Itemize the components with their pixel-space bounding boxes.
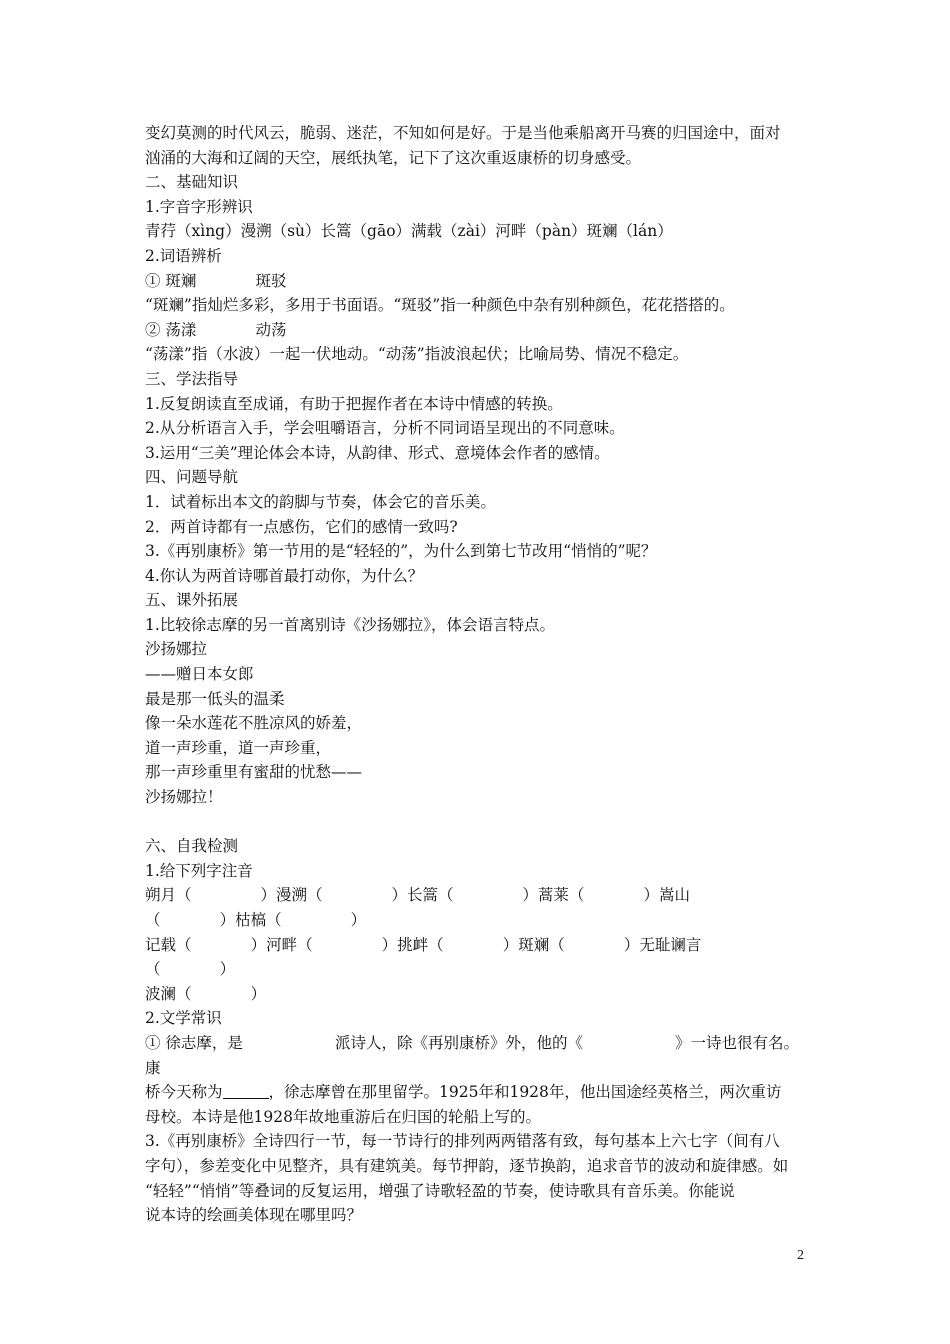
poem-line: 那一声珍重里有蜜甜的忧愁—— bbox=[145, 763, 363, 782]
text-fragment: 派诗人，除《再别康桥》外，他的《 bbox=[334, 1033, 583, 1052]
text-line: 1.反复朗读直至成诵，有助于把握作者在本诗中情感的转换。 bbox=[145, 394, 563, 413]
text-line: 青荇（xìng）漫溯（sù）长篙（gāo）满载（zài）河畔（pàn）斑斓（lán） bbox=[145, 222, 673, 241]
fill-in-blank[interactable] bbox=[223, 1082, 269, 1099]
text-line: （ ）枯槁（ ） bbox=[145, 911, 367, 929]
question: 3.《再别康桥》第一节用的是“轻轻的”，为什么到第七节改用“悄悄的”呢？ bbox=[145, 542, 657, 561]
text-line: “轻轻”“悄悄”等叠词的反复运用，增强了诗歌轻盈的节奏，使诗歌具有音乐美。你能说 bbox=[145, 1181, 735, 1200]
poem-title: 沙扬娜拉 bbox=[145, 640, 208, 659]
subsection-heading: 1.给下列字注音 bbox=[145, 861, 253, 880]
section-heading: 三、学法指导 bbox=[145, 369, 239, 388]
text-fragment: 》一诗也很有名。康 bbox=[145, 1033, 799, 1077]
text-fragment: ，徐志摩曾在那里留学。1925年和1928年，他出国途经英格兰，两次重访 bbox=[268, 1083, 782, 1102]
blank-line bbox=[145, 810, 810, 835]
subsection-heading: 2.词语辨析 bbox=[145, 246, 222, 265]
poem-line: 沙扬娜拉！ bbox=[145, 788, 223, 807]
text-line: （ ） bbox=[145, 960, 236, 979]
text-line: 波澜（ ） bbox=[145, 984, 267, 1003]
text-line: “斑斓”指灿烂多彩，多用于书面语。“斑驳”指一种颜色中杂有别种颜色，花花搭搭的。 bbox=[145, 296, 735, 315]
text-line: “荡漾”指（水波）一起一伏地动。“动荡”指波浪起伏；比喻局势、情况不稳定。 bbox=[145, 345, 689, 364]
text-line: 朔月（ ）漫溯（ ）长篙（ ）蒿莱（ ）嵩山 bbox=[145, 886, 691, 905]
poem-line: 道一声珍重，道一声珍重， bbox=[145, 738, 332, 757]
text-line: 3.《再别康桥》全诗四行一节，每一节诗行的排列两两错落有致，每句基本上六七字（间有八 bbox=[145, 1132, 780, 1151]
section-heading: 四、问题导航 bbox=[145, 468, 239, 487]
section-heading: 五、课外拓展 bbox=[145, 591, 239, 610]
text-line: 母校。本诗是他1928年故地重游后在归国的轮船上写的。 bbox=[145, 1107, 541, 1126]
subsection-heading: 2.文学常识 bbox=[145, 1009, 222, 1028]
subsection-heading: 1.字音字形辨识 bbox=[145, 197, 253, 216]
text-line: 变幻莫测的时代风云，脆弱、迷茫，不知如何是好。于是当他乘船离开马赛的归国途中，面对 bbox=[145, 124, 781, 142]
text-line bbox=[145, 1080, 810, 1105]
question: 1．试着标出本文的韵脚与节奏，体会它的音乐美。 bbox=[145, 492, 496, 511]
section-heading: 六、自我检测 bbox=[145, 837, 239, 856]
text-fragment: 桥今天称为 bbox=[145, 1083, 223, 1102]
poem-subtitle: ——赠日本女郎 bbox=[145, 665, 254, 684]
text-line: 3.运用“三美”理论体会本诗，从韵律、形式、意境体会作者的感情。 bbox=[145, 443, 610, 462]
question: 2．两首诗都有一点感伤，它们的感情一致吗? bbox=[145, 517, 458, 536]
document-page bbox=[145, 121, 810, 1228]
text-line: 汹涌的大海和辽阔的天空，展纸执笔，记下了这次重返康桥的切身感受。 bbox=[145, 148, 642, 167]
text-line: 字句），参差变化中见整齐，具有建筑美。每节押韵，逐节换韵，追求音节的波动和旋律感。如 bbox=[145, 1156, 789, 1175]
text-line: 说本诗的绘画美体现在哪里吗？ bbox=[145, 1206, 363, 1225]
text-fragment: ① 徐志摩，是 bbox=[145, 1033, 243, 1052]
poem-line: 最是那一低头的温柔 bbox=[145, 689, 285, 708]
poem-line: 像一朵水莲花不胜凉风的娇羞， bbox=[145, 714, 363, 733]
section-heading: 二、基础知识 bbox=[145, 173, 239, 192]
text-line: 1.比较徐志摩的另一首离别诗《沙扬娜拉》，体会语言特点。 bbox=[145, 615, 556, 634]
text-line bbox=[145, 1031, 810, 1080]
page-number: 2 bbox=[797, 1248, 804, 1263]
text-line: 记载（ ）河畔（ ）挑衅（ ）斑斓（ ）无耻谰言 bbox=[145, 935, 702, 954]
text-line: 2.从分析语言入手，学会咀嚼语言，分析不同词语呈现出的不同意味。 bbox=[145, 419, 625, 438]
question: 4.你认为两首诗哪首最打动你，为什么？ bbox=[145, 566, 424, 585]
text-line: ① 斑斓 斑驳 bbox=[145, 271, 287, 290]
text-line: ② 荡漾 动荡 bbox=[145, 320, 287, 339]
